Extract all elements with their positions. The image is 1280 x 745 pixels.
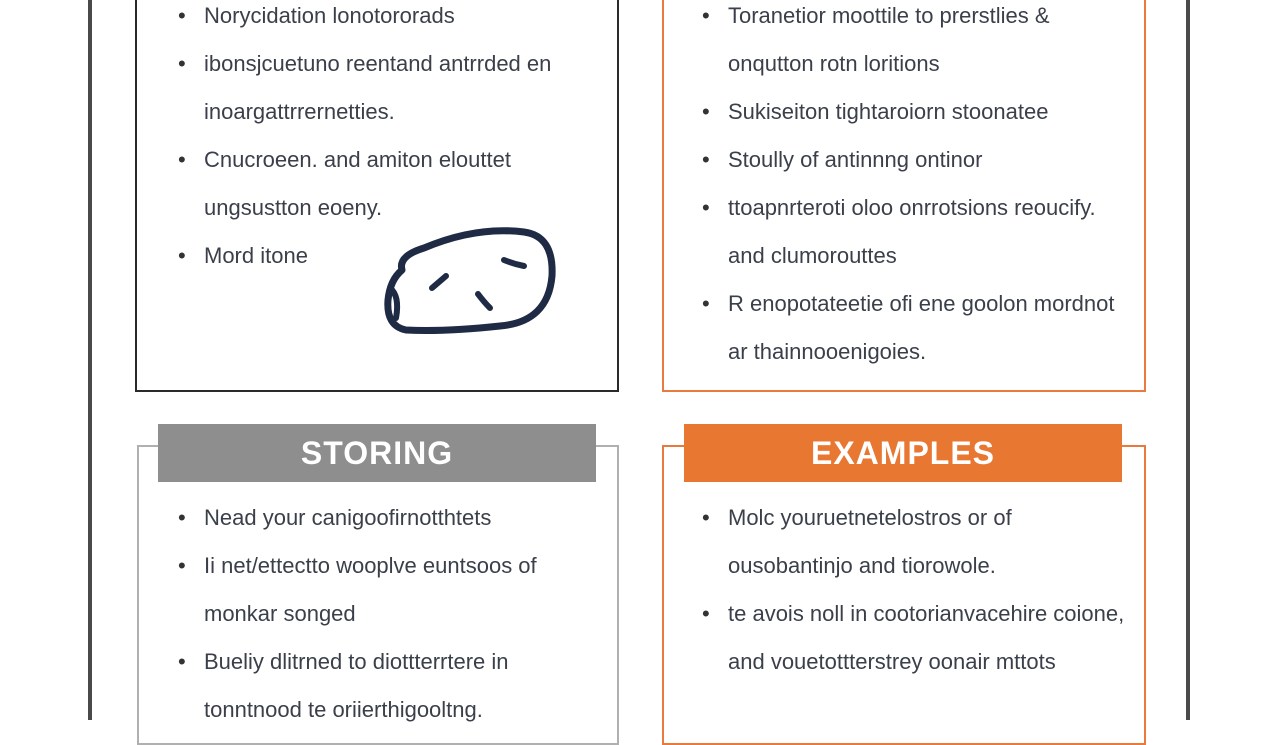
bullet-item: • Mord itone [178,232,608,280]
storing-bullet-list [178,494,608,734]
bullet-item: • Molc youruetnetelostros or of ousobantinjo and tiorowole. [702,494,1132,590]
top-right-bullet-list [702,0,1132,376]
examples-heading: EXAMPLES [684,424,1122,482]
bullet-item: • Toranetior moottile to prerstlies & onqutton rotn loritions [702,0,1132,88]
bullet-item: • Norycidation lonotororads [178,0,608,40]
bullet-item: • Ii net/ettectto wooplve euntsoos of monkar songed [178,542,608,638]
bullet-item: • Stoully of antinnng ontinor [702,136,1132,184]
examples-bullet-list [702,494,1132,686]
bullet-item: • Nead your canigoofirnotthtets [178,494,608,542]
bullet-item: • Sukiseiton tightaroiorn stoonatee [702,88,1132,136]
bullet-item: • te avois noll in cootorianvacehire coione, and vouetottterstrey oonair mttots [702,590,1132,686]
page-frame-left-line [88,0,92,720]
bullet-item: • ibonsjcuetuno reentand antrrded en inoargattrrernetties. [178,40,608,136]
bullet-item: • ttoapnrteroti oloo onrrotsions reoucify. and clumorouttes [702,184,1132,280]
potato-icon [384,226,562,338]
storing-heading: STORING [158,424,596,482]
bullet-item: • Cnucroeen. and amiton elouttet ungsustton eoeny. [178,136,608,232]
bullet-item: • Bueliy dlitrned to diottterrtere in tonntnood te oriierthigooltng. [178,638,608,734]
bullet-item: • R enopotateetie ofi ene goolon mordnot ar thainnooenigoies. [702,280,1132,376]
page-frame-right-line [1186,0,1190,720]
